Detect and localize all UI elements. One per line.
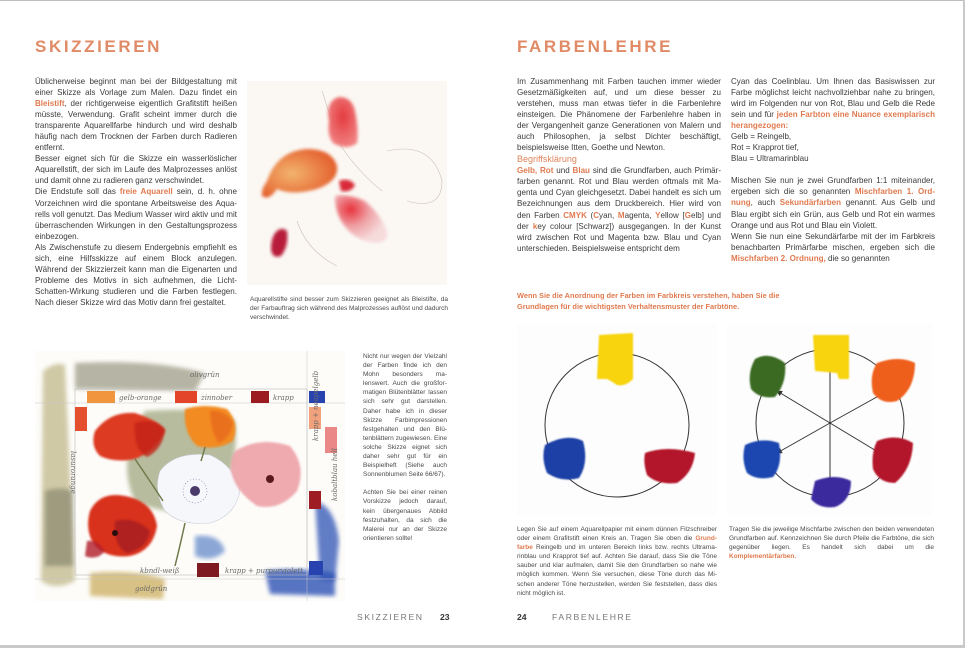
annotation-zinnober: zinnober	[201, 394, 233, 402]
paragraph: Die Endstufe soll das freie Aquarell sein, d. h. ohne Vorzeichnen wird die spontane Arbeitsweise des Aquarells voll genutzt. Das Medium Wasser wird aktiv und mit überraschenden Wirkungen in den Gestaltungsprozess einbezogen.	[35, 187, 237, 241]
highlight-note: Wenn Sie die Anordnung der Farben im Farbkreis verstehen, haben Sie die Grundlagen für die wichtigsten Verhaltensmuster der Farbtöne.	[517, 291, 780, 311]
intro-text	[35, 76, 237, 308]
annotation-krapp-purpurviolett: krapp + purpurviolett	[225, 567, 304, 575]
caption-paragraph: Nicht nur wegen der Vielzahl der Farben finde ich den Mohn besonders malenswert. Auch die großformatigen Blütenblätter lassen sich sehr gut darstellen. Daher habe ich in dieser Skizze Farbimpressionen festgehalten und den Blütenblättern zugewiesen. Eine solche Skizze eignet sich daher sehr gut für ein Beispielheft (Siehe auch Sonnenblumen Seite 66/67).	[363, 353, 447, 479]
annotation-krapp-neapelgelb: krapp + neapelgelb	[312, 370, 320, 441]
column-2-text	[731, 76, 935, 264]
annotation-lasurorange: lasurorange	[69, 451, 77, 494]
annotation-olivgruen: olivgrün	[190, 371, 220, 379]
paragraph: Im Zusammenhang mit Farben tauchen immer wieder Gesetzmäßigkeiten auf, und um diese besser zu verstehen, muss man etwas tiefer in die Farbenlehre einsteigen. Die Phänomene der Farbenlehre haben in der Vergangenheit ganze Generationen von Malern und auch Philosophen, ja selbst Dichter beschäftigt, beispielsweise Itten, Goethe und Newton.	[517, 77, 721, 153]
annotation-goldgruen: goldgrün	[135, 585, 168, 593]
highlight-term: freie Aquarell	[119, 187, 173, 197]
footer-section-label: SKIZZIEREN	[357, 612, 424, 622]
footer-section-label: FARBENLEHRE	[552, 612, 633, 622]
subheading-begriffsklaerung: Begriffsklärung	[517, 154, 577, 165]
poppy-caption	[363, 352, 447, 543]
paragraph: Gelb, Rot und Blau sind die Grundfarben, auch Primärfarben genannt. Rot und Blau werden oftmals mit Magenta und Cyan gleichgesetzt. Dabei handelt es sich um Bezeichnungen aus dem Druckbereich. Hier wird von den Farben CMYK (Cyan, Magenta, Yellow [Gelb] und der key colour [Schwarz]) ausgegangen. In der Kunst wird zwischen Rot und Magenta bzw. Blau und Cyan unterschieden. Beispielsweise entspricht dem	[517, 166, 722, 253]
list-item: Gelb = Reingelb,	[731, 132, 792, 142]
page-number: 24	[517, 612, 527, 622]
list-item: Rot = Krapprot tief,	[731, 143, 799, 153]
page-title: FARBENLEHRE	[517, 37, 674, 56]
wheel1-caption: Legen Sie auf einem Aquarellpapier mit einem dünnen Filzschreiber oder einem Grafitstift einen Kreis an. Tragen Sie oben die Grundfarbe Reingelb und im unteren Bereich links bzw. rechts Ultramarinblau und Krapprot tief auf. Achten Sie darauf, dass Sie die Töne sauber und klar aufmalen, damit Sie den Grundfarben so nahe wie möglich kommen. Wenn Sie versuchen, diese Töne durch das Mischen anderer Töne herzustellen, werden Sie feststellen, dass dies nicht möglich ist.	[517, 526, 717, 597]
list-item: Blau = Ultramarinblau	[731, 154, 809, 164]
paragraph: Als Zwischenstufe zu diesem Endergebnis empfiehlt es sich, eine Hilfsskizze auf einem Block anzulegen. Während der Skizzierzeit kann man die Eigenarten und Probleme des Motivs in sich aufnehmen, die Licht-Schatten-Wirkung studieren und die Farben festlegen. Nach dieser Skizze wird das Motiv dann frei gestaltet.	[35, 242, 237, 307]
column-1-text	[517, 76, 721, 254]
wheel2-caption: Tragen Sie die jeweilige Mischfarbe zwischen den beiden verwendeten Grundfarben auf. Kennzeichnen Sie durch Pfeile die Farbtöne, die sich gegenüber liegen. Es handelt sich dabei um die Komplementärfarben.	[729, 526, 934, 561]
annotation-gelb-orange: gelb-orange	[119, 394, 162, 402]
right-page	[482, 1, 963, 646]
paragraph: Mischen Sie nun je zwei Grundfarben 1:1 miteinander, ergeben sich die so genannten Mischfarben 1. Ordnung, auch Sekundärfarben genannt. Aus Gelb und Blau ergibt sich ein Grün, aus Gelb und Rot ein warmes Orange und aus Rot und Blau ein Violett.	[731, 176, 936, 230]
page-title: SKIZZIEREN	[35, 37, 163, 56]
paragraph: Besser eignet sich für die Skizze ein wasserlöslicher Aquarellstift, der sich im Laufe des Malprozesses anlöst und damit ohne zu radieren ganz verschwindet.	[35, 154, 237, 186]
highlight-term: Bleistift	[35, 99, 65, 109]
page-number: 23	[440, 612, 450, 622]
sketch-caption: Aquarellstifte sind besser zum Skizzieren geeignet als Bleistifte, da der Farbauftrag sich während des Malprozesses auflöst und dadurch verschwindet.	[250, 296, 448, 322]
sketch-image	[247, 81, 447, 285]
paragraph: Cyan das Coelinblau. Um Ihnen das Basiswissen zur Farbe möglichst leicht nachvollziehbar nahe zu bringen, wird im Folgenden nur von Rot, Blau und Gelb die Rede sein und für jeden Farbton eine Nuance exemplarisch herangezogen:	[731, 77, 935, 131]
left-page	[0, 1, 482, 646]
caption-paragraph: Achten Sie bei einer reinen Vorskizze jedoch darauf, kein übergenaues Abbild festzuhalten, da sich die Malerei nur an der Skizze orientieren sollte!	[363, 489, 447, 542]
paragraph: Wenn Sie nun eine Sekundärfarbe mit der im Farbkreis benachbarten Primärfarbe mischen, ergeben sich die Mischfarben 2. Ordnung, die so genannten	[731, 231, 935, 263]
primary-color-wheel	[517, 323, 717, 515]
poppy-sketch-illustration	[247, 81, 447, 285]
primary-color-wheel-image	[517, 323, 717, 515]
poppy-watercolor-illustration	[35, 351, 345, 601]
paragraph: Üblicherweise beginnt man bei der Bildgestaltung mit einer Skizze als Vorlage zum Malen. Dazu findet ein Bleistift, der richtigerweise eigentlich Grafitstift heißen müsste, Verwendung. Grafit scheint immer durch die transparente Aquarellfarbe hindurch und wird deshalb häufig nach dem Trocknen der Farben durch Radieren entfernt.	[35, 77, 237, 153]
poppy-painting	[35, 351, 345, 601]
highlight-term: jeden Farbton eine Nuance exemplarisch herangezogen:	[731, 110, 935, 131]
mixed-color-wheel-image	[727, 323, 932, 515]
annotation-weiss: kbndl-weiß	[140, 567, 180, 575]
complementary-color-wheel	[727, 323, 932, 515]
annotation-krapp: krapp	[273, 394, 294, 402]
annotation-kobaltblau: kobaltblau hell	[331, 448, 339, 501]
